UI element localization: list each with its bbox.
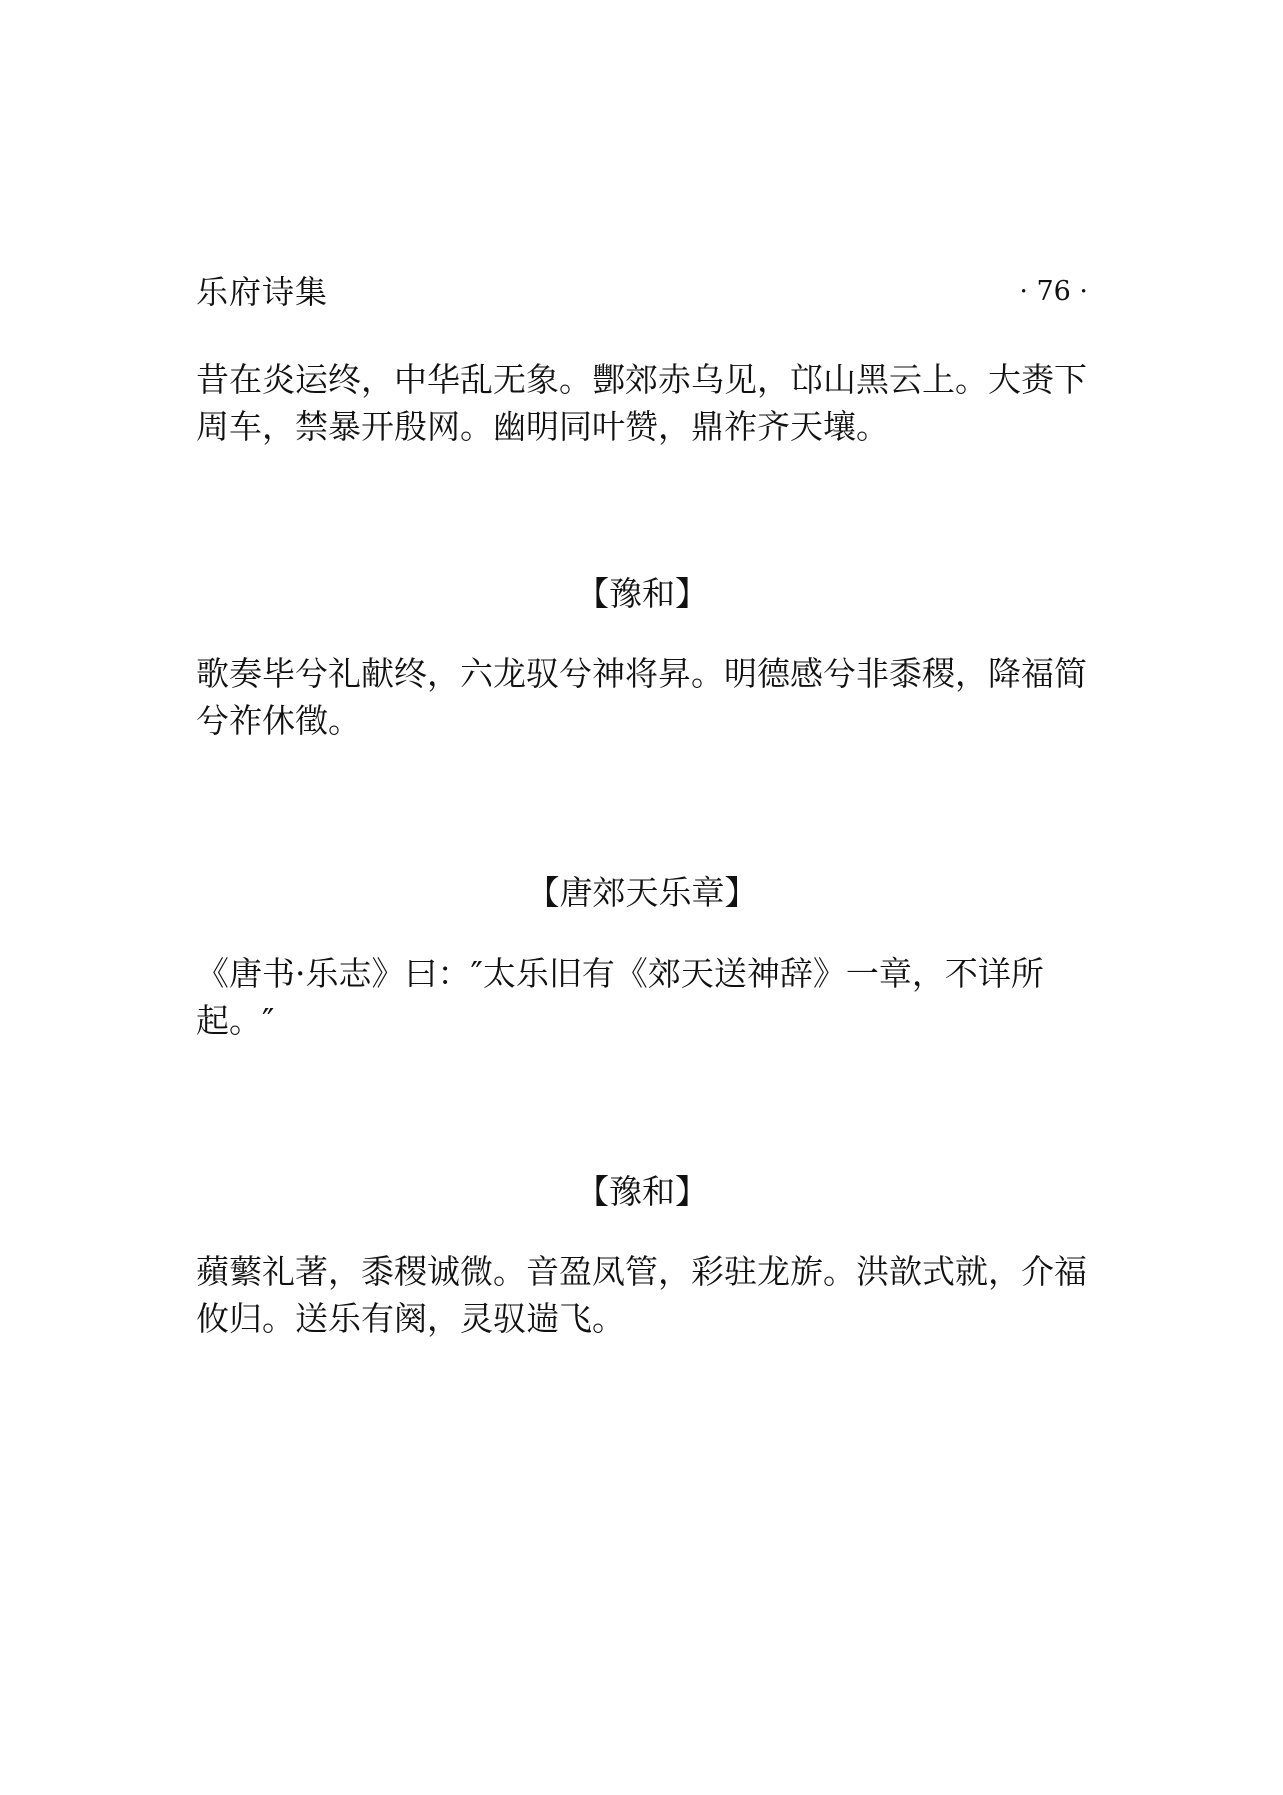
poem-paragraph-2: 歌奏毕兮礼献终，六龙驭兮神将昇。明德感兮非黍稷，降福简兮祚休徵。	[196, 654, 1087, 740]
poem-paragraph-3: 蘋蘩礼著，黍稷诚微。音盈凤管，彩驻龙旂。洪歆式就，介福攸归。送乐有阕，灵驭遄飞。	[196, 1252, 1087, 1338]
section-heading-tang-jiaotian: 【唐郊天乐章】	[526, 873, 758, 912]
commentary-paragraph: 《唐书·乐志》曰：″太乐旧有《郊天送神辞》一章，不详所起。″	[196, 954, 1044, 1040]
book-title: 乐府诗集	[196, 273, 329, 311]
poem-paragraph-1: 昔在炎运终，中华乱无象。酆郊赤乌见，邙山黑云上。大赉下周车，禁暴开殷网。幽明同叶赞，鼎祚齐天壤。	[196, 360, 1087, 446]
section-heading-yuhe-2: 【豫和】	[576, 1172, 708, 1211]
page-number: · 76 ·	[1019, 276, 1088, 307]
section-heading-yuhe-1: 【豫和】	[576, 574, 708, 613]
page-header	[196, 270, 1088, 314]
